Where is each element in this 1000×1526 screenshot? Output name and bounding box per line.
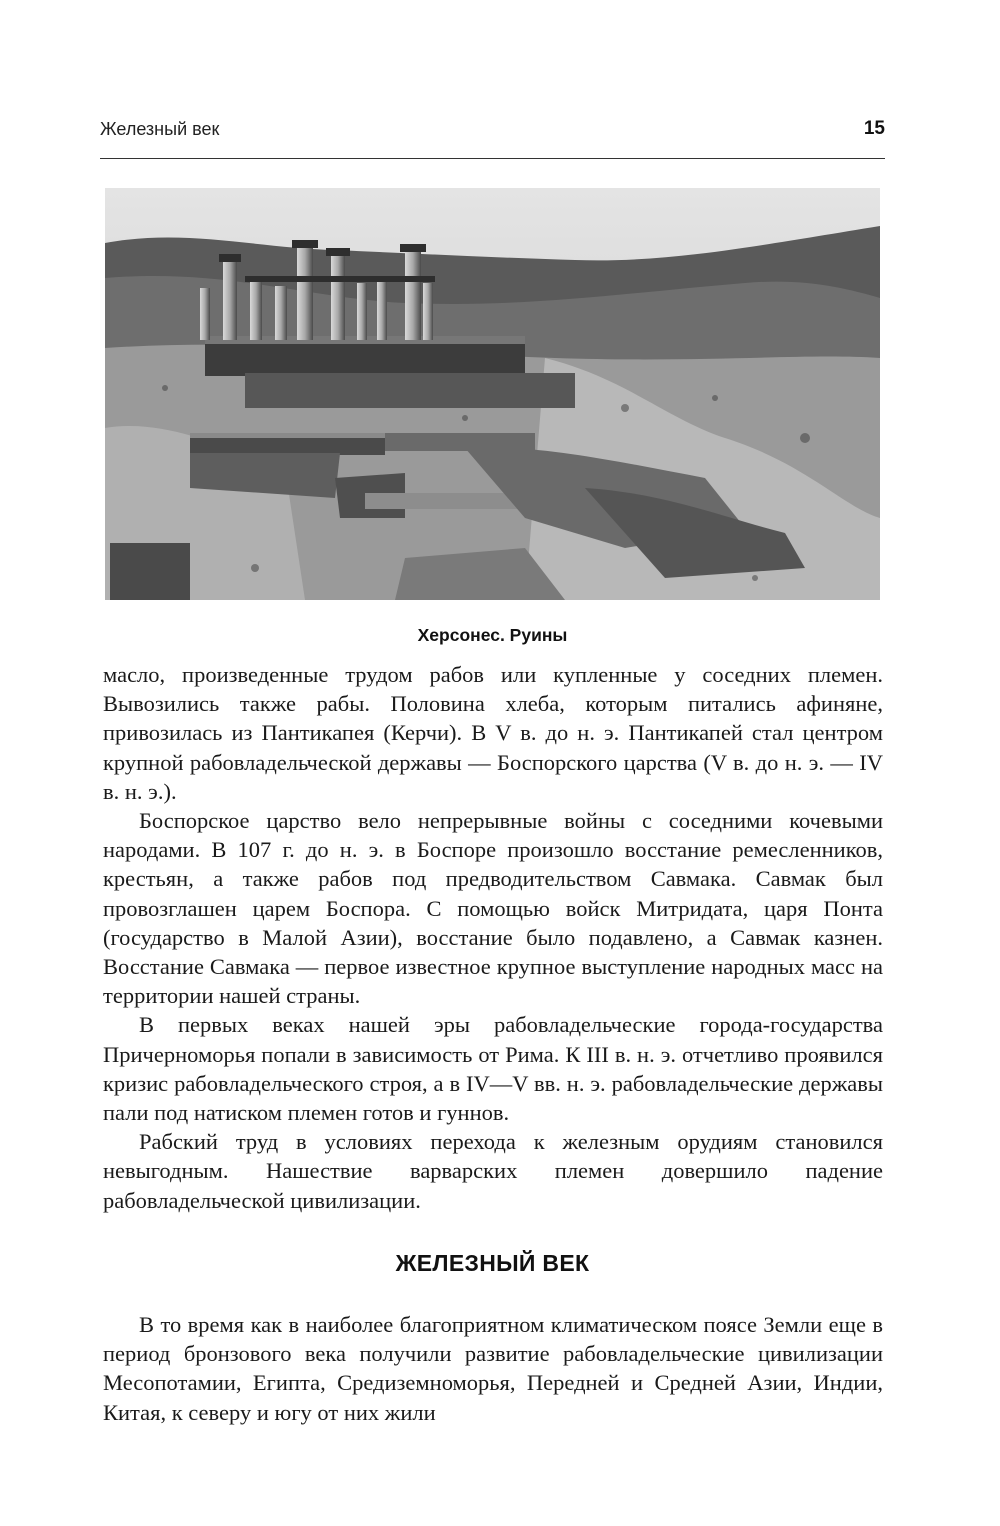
- paragraph: В то время как в наиболее благоприятном климатическом поясе Земли еще в период бронзового века получили развитие рабовладельческие цивилизации Месопотамии, Египта, Средиземноморья, Передней и Средней Азии, Индии, Китая, к северу и югу от них жили: [103, 1312, 883, 1425]
- paragraph: Боспорское царство вело непрерывные войны с соседними кочевыми народами. В 107 г. до н. э. в Боспоре произошло восстание ремесленников, крестьян, а также рабов под предводительством Савмака. Савмак был провозглашен царем Боспора. С помощью войск Митридата, царя Понта (государство в Малой Азии), восстание было подавлено, а Савмак казнен. Восстание Савмака — первое известное крупное выступление народных масс на территории нашей страны.: [103, 808, 883, 1009]
- running-head: [100, 118, 885, 140]
- paragraph: В первых веках нашей эры рабовладельческие города-государства Причерноморья попали в зависимость от Рима. К III в. н. э. отчетливо проявился кризис рабовладельческого строя, а в IV—V вв. н. э. рабовладельческие державы пали под натиском племен готов и гуннов.: [103, 1012, 883, 1126]
- section-body-text: [103, 1310, 883, 1427]
- section-title: ЖЕЛЕЗНЫЙ ВЕК: [395, 1250, 590, 1276]
- header-rule: [100, 158, 885, 159]
- paragraph: Рабский труд в условиях перехода к железным орудиям становился невыгодным. Нашествие варварских племен довершило падение рабовладельческой цивилизации.: [103, 1129, 883, 1213]
- ruins-photo: [105, 188, 880, 600]
- running-title: Железный век: [100, 119, 220, 139]
- body-text: [103, 660, 883, 1215]
- page-number: 15: [863, 118, 885, 139]
- paragraph: масло, произведенные трудом рабов или купленные у соседних племен. Вывозились также рабы. Половина хлеба, которым питались афиняне, привозилась из Пантикапея (Керчи). В V в. до н. э. Пантикапей стал центром крупной рабовладельческой державы — Боспорского царства (V в. до н. э. — IV в. н. э.).: [103, 662, 883, 804]
- figure-caption: Херсонес. Руины: [417, 625, 568, 645]
- ruins-photo-illustration: [105, 188, 880, 600]
